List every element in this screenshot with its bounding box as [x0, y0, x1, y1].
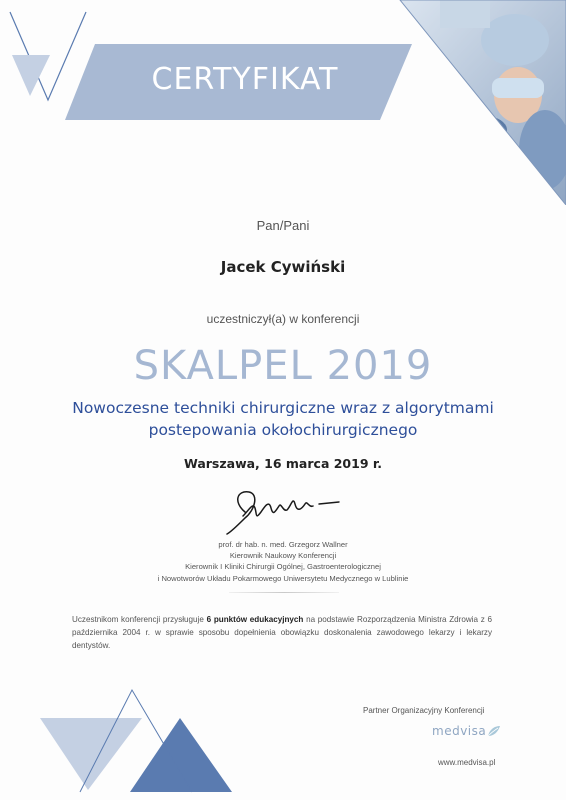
light-triangle-top-left [12, 55, 50, 96]
dark-triangle-bottom [130, 718, 232, 792]
points-prefix: Uczestnikom konferencji przysługuje [72, 615, 204, 624]
partner-logo [432, 724, 502, 738]
light-triangle-bottom-left [40, 718, 142, 790]
recipient-name: Jacek Cywiński [220, 258, 346, 276]
partner-url: www.medvisa.pl [438, 758, 496, 767]
signer-department: Kierownik I Kliniki Chirurgii Ogólnej, Gastroenterologicznej [185, 562, 381, 572]
signer-role: Kierownik Naukowy Konferencji [229, 551, 337, 561]
place-date: Warszawa, 16 marca 2019 r. [183, 456, 383, 471]
partner-logo-text: medvisa [432, 724, 487, 738]
signer-block [0, 539, 566, 584]
divider [229, 592, 339, 593]
conference-name: SKALPEL 2019 [133, 343, 433, 389]
points-bold: 6 punktów edukacyjnych [206, 615, 304, 624]
points-suffix: na podstawie Rozporządzenia Ministra Zdrowia z 6 października 2004 r. w sprawie sposobu dopełnienia obowiązku doskonalenia zawodowego lekarzy i lekarzy dentystów. [72, 615, 493, 650]
education-points-note [72, 613, 492, 652]
salutation: Pan/Pani [256, 218, 310, 233]
leaf-icon [486, 724, 502, 738]
certificate-title: CERTYFIKAT [151, 61, 339, 97]
partner-label: Partner Organizacyjny Konferencji [363, 706, 485, 715]
subtitle-line-1: Nowoczesne techniki chirurgiczne wraz z algorytmami [72, 399, 494, 417]
conference-subtitle [0, 397, 566, 441]
subtitle-line-2: postepowania okołochirurgicznego [148, 421, 418, 439]
signer-name: prof. dr hab. n. med. Grzegorz Wallner [218, 540, 348, 549]
signature [215, 482, 355, 537]
surgeons-photo [380, 0, 566, 205]
participation-text: uczestniczył(a) w konferencji [206, 312, 360, 326]
signer-department-cont: i Nowotworów Układu Pokarmowego Uniwersytetu Medycznego w Lublinie [157, 573, 409, 583]
